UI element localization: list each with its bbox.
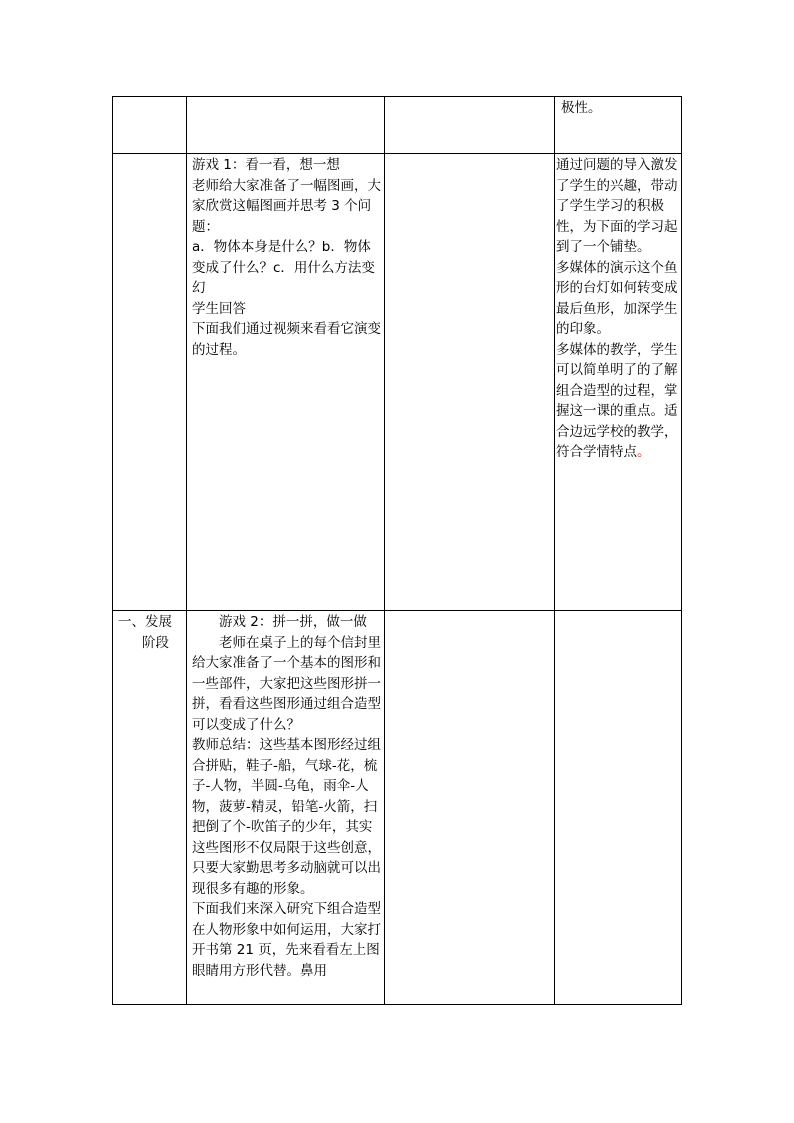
design-intent-cell — [555, 611, 682, 1005]
stage-cell — [113, 611, 187, 1005]
teacher-activity-cell — [187, 97, 385, 154]
table-row — [113, 611, 682, 1005]
game-2-instruction: 老师在桌子上的每个信封里给大家准备了一个基本的图形和一些部件，大家把这些图形拼一拼，看看这些图形通过组合造型可以变成了什么？ — [192, 634, 381, 733]
video-intro-text: 下面我们通过视频来看看它演变的过程。 — [192, 321, 381, 358]
stage-cell — [113, 154, 187, 611]
figure-study-text: 下面我们来深入研究下组合造型在人物形象中如何运用，大家打开书第 21 页，先来看看左上图眼睛用方形代替。鼻用 — [192, 901, 381, 979]
table-row — [113, 154, 682, 611]
intent-paragraph: 通过问题的导入激发了学生的兴趣，带动了学生学习的积极性，为下面的学习起到了一个铺垫。 — [556, 157, 678, 255]
stage-label-line2: 阶段 — [142, 634, 169, 651]
teacher-activity-cell — [187, 154, 385, 611]
game-1-questions: a．物体本身是什么？b．物体变成了什么？c．用什么方法变幻 — [192, 239, 375, 296]
intent-end-mark: 。 — [637, 444, 651, 460]
stage-label-line1: 一、发展 — [118, 614, 172, 630]
game-1-title: 游戏 1：看一看，想一想 — [192, 157, 340, 173]
game-1-instruction: 老师给大家准备了一幅图画，大家欣赏这幅图画并思考 3 个问题： — [192, 177, 381, 235]
intent-paragraph: 多媒体的教学，学生可以简单明了的了解组合造型的过程，掌握这一课的重点。适合边远学校的教学，符合学情特点 — [556, 341, 678, 460]
student-answer-text: 学生回答 — [192, 300, 246, 317]
student-activity-cell — [385, 154, 555, 611]
design-intent-cell — [555, 97, 682, 154]
design-intent-text: 极性。 — [561, 100, 602, 116]
student-activity-cell — [385, 97, 555, 154]
game-2-title: 游戏 2：拼一拼，做一做 — [219, 614, 367, 630]
teacher-activity-cell — [187, 611, 385, 1005]
intent-paragraph: 多媒体的演示这个鱼形的台灯如何转变成最后鱼形，加深学生的印象。 — [556, 259, 678, 337]
stage-cell — [113, 97, 187, 154]
design-intent-cell — [555, 154, 682, 611]
lesson-plan-table — [112, 96, 682, 1005]
student-activity-cell — [385, 611, 555, 1005]
teacher-summary: 教师总结：这些基本图形经过组合拼贴，鞋子-船，气球-花，梳子-人物，半圆-乌龟，雨伞-人物，菠萝-精灵，铅笔-火箭，扫把倒了个-吹笛子的少年，其实这些图形不仅局限于这些创意，只要大家勤思考多动脑就可以出现很多有趣的形象。 — [192, 737, 381, 897]
table-row — [113, 97, 682, 154]
